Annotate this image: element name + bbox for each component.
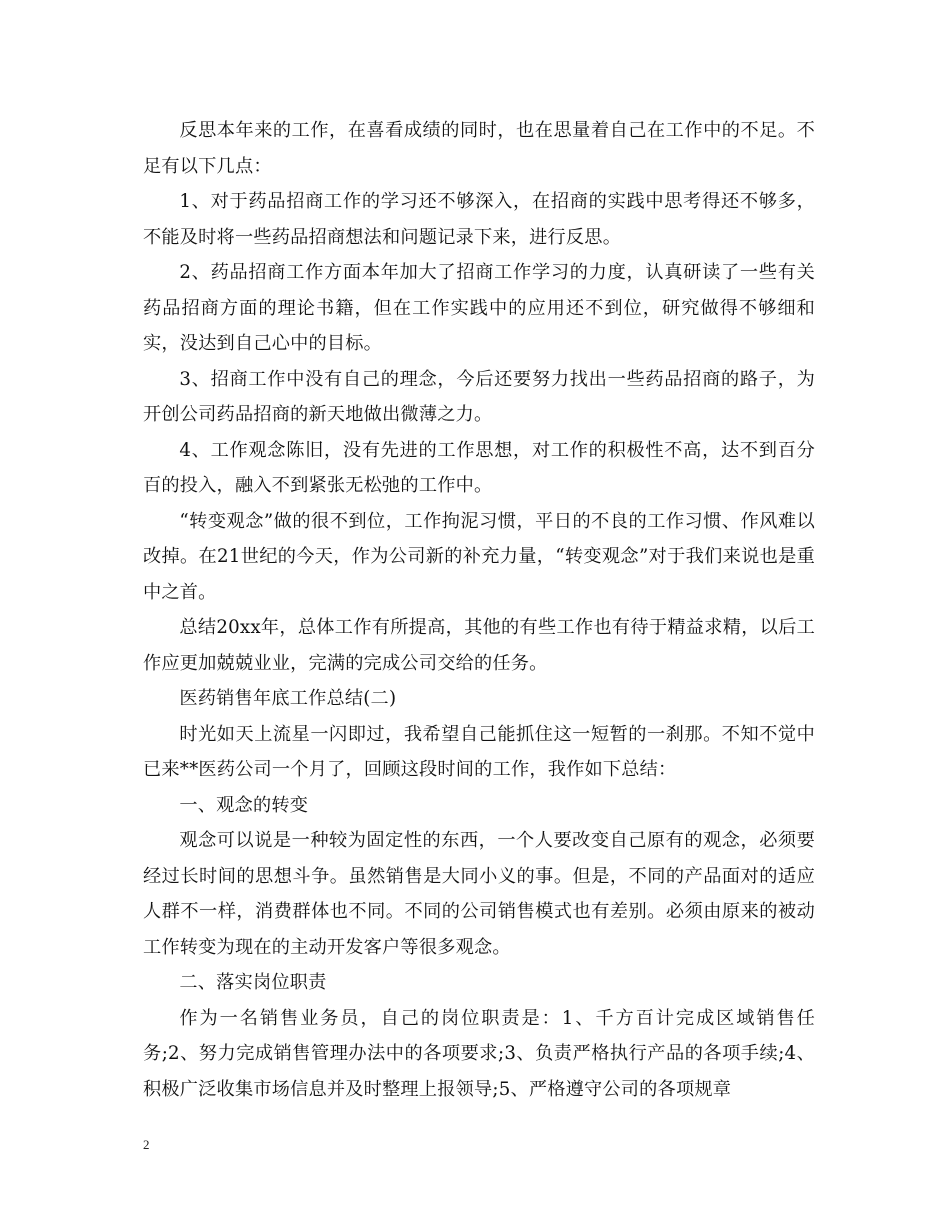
paragraph-time-intro: 时光如天上流星一闪即过，我希望自己能抓住这一短暂的一刹那。不知不觉中已来**医药公司一个月了，回顾这段时间的工作，我作如下总结： <box>143 723 815 780</box>
paragraph-change-concept: “转变观念”做的很不到位，工作拘泥习惯，平日的不良的工作习惯、作风难以改掉。在21世纪的今天，作为公司新的补充力量，“转变观念”对于我们来说也是重中之首。 <box>143 510 815 603</box>
paragraph-reflection-intro: 反思本年来的工作，在喜看成绩的同时，也在思量着自己在工作中的不足。不足有以下几点： <box>143 120 815 177</box>
paragraph-point-2: 2、药品招商工作方面本年加大了招商工作学习的力度，认真研读了一些有关药品招商方面的理论书籍，但在工作实践中的应用还不到位，研究做得不够细和实，没达到自己心中的目标。 <box>143 262 815 354</box>
paragraph-point-1: 1、对于药品招商工作的学习还不够深入，在招商的实践中思考得还不够多，不能及时将一些药品招商想法和问题记录下来，进行反思。 <box>143 191 815 248</box>
heading-job-duties: 二、落实岗位职责 <box>179 972 327 993</box>
paragraph-job-duties-detail: 作为一名销售业务员，自己的岗位职责是：1、千方百计完成区域销售任务;2、努力完成销售管理办法中的各项要求;3、负责严格执行产品的各项手续;4、积极广泛收集市场信息并及时整理上报领导;5、严格遵守公司的各项规章 <box>143 1007 815 1100</box>
document-body <box>143 113 815 1107</box>
paragraph-concept-detail: 观念可以说是一种较为固定性的东西，一个人要改变自己原有的观念，必须要经过长时间的思想斗争。虽然销售是大同小义的事。但是，不同的产品面对的适应人群不一样，消费群体也不同。不同的公司销售模式也有差别。必须由原来的被动工作转变为现在的主动开发客户等很多观念。 <box>143 830 815 958</box>
section-title-part-two: 医药销售年底工作总结(二) <box>179 688 397 709</box>
page-number: 2 <box>143 1137 150 1152</box>
paragraph-point-3: 3、招商工作中没有自己的理念，今后还要努力找出一些药品招商的路子，为开创公司药品招商的新天地做出微薄之力。 <box>143 368 815 425</box>
paragraph-point-4: 4、工作观念陈旧，没有先进的工作思想，对工作的积极性不高，达不到百分百的投入，融入不到紧张无松弛的工作中。 <box>143 439 815 496</box>
paragraph-year-summary: 总结20xx年，总体工作有所提高，其他的有些工作也有待于精益求精，以后工作应更加兢兢业业，完满的完成公司交给的任务。 <box>143 617 815 674</box>
heading-concept-change: 一、观念的转变 <box>179 794 309 816</box>
